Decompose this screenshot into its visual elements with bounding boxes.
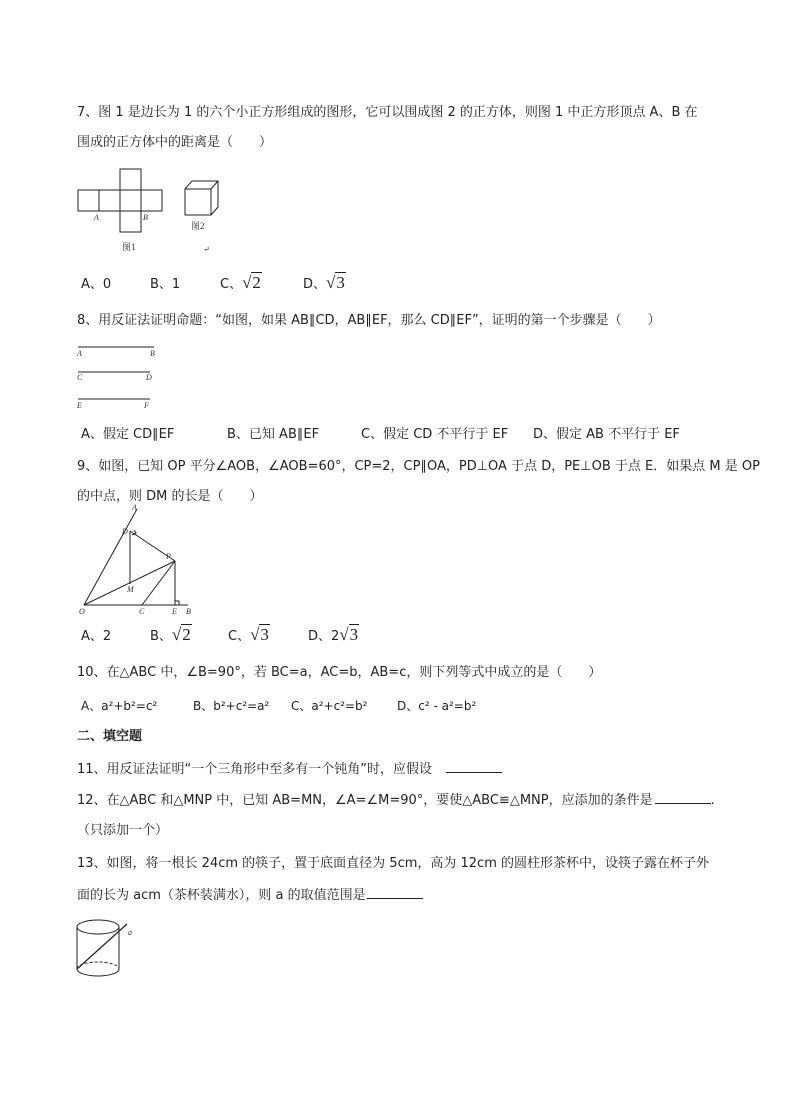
section-title: 二、填空题 bbox=[77, 729, 143, 744]
q9-label-m: M bbox=[127, 585, 134, 594]
q13-text-line1: 13、如图，将一根长 24cm 的筷子，置于底面直径为 5cm，高为 12cm 的圆柱形茶杯中，设筷子露在杯子外 bbox=[77, 856, 709, 871]
q7-option-c bbox=[220, 274, 262, 294]
q7-option-a: A、0 bbox=[81, 277, 112, 292]
q9-label-e: E bbox=[172, 607, 177, 616]
right-angle-e bbox=[175, 601, 179, 605]
q9-label-a: A bbox=[132, 504, 137, 512]
q12-text-line2: （只添加一个） bbox=[77, 823, 169, 838]
q10-option-c: C、a²+c²=b² bbox=[291, 699, 368, 713]
q9-option-b bbox=[150, 626, 192, 646]
q7-option-d-prefix: D、 bbox=[303, 277, 327, 292]
q13-text: 面的长为 acm（茶杯装满水），则 a 的取值范围是 bbox=[77, 888, 366, 903]
cube-edge bbox=[211, 181, 218, 189]
q9-option-d-prefix: D、2 bbox=[308, 629, 340, 644]
q9-text-line1: 9、如图，已知 OP 平分∠AOB，∠AOB=60°，CP=2，CP∥OA，PD⊥OA 于点 D，PE⊥OB 于点 E．如果点 M 是 OP bbox=[77, 459, 760, 474]
q7-option-b: B、1 bbox=[150, 277, 181, 292]
q9-label-o: O bbox=[79, 607, 85, 616]
q7-fig1-label: 图1 bbox=[122, 242, 136, 252]
q7-label-a: A bbox=[94, 213, 99, 222]
q10-text-line1: 10、在△ABC 中，∠B=90°，若 BC=a，AC=b，AB=c，则下列等式中成立的是（ ） bbox=[77, 665, 602, 680]
q9-label-b: B bbox=[186, 607, 191, 616]
q10-option-a: A、a²+b²=c² bbox=[81, 699, 158, 713]
q7-text-line1: 7、图 1 是边长为 1 的六个小正方形组成的图形，它可以围成图 2 的正方体，则图 1 中正方形顶点 A、B 在 bbox=[77, 105, 698, 120]
q7-option-c-radicand: 2 bbox=[252, 273, 261, 292]
q8-option-d: D、假定 AB 不平行于 EF bbox=[533, 427, 680, 442]
net-square-4 bbox=[141, 190, 162, 211]
q8-label-c: C bbox=[77, 373, 83, 382]
q7-text-line2: 围成的正方体中的距离是（ ） bbox=[77, 135, 273, 150]
q7-option-d-radicand: 3 bbox=[336, 273, 345, 292]
net-square-2 bbox=[99, 190, 120, 211]
q8-label-a: A bbox=[77, 349, 82, 358]
q12-line bbox=[77, 791, 715, 810]
q7-label-b: B bbox=[143, 213, 148, 222]
return-mark-icon: ↵ bbox=[203, 245, 210, 254]
q9-figure bbox=[76, 504, 196, 616]
q9-option-c bbox=[228, 626, 270, 646]
q8-text-line1: 8、用反证法证明命题：“如图，如果 AB∥CD，AB∥EF，那么 CD∥EF”，证明的第一个步骤是（ ） bbox=[77, 313, 661, 328]
q8-option-a: A、假定 CD∥EF bbox=[81, 427, 175, 442]
sqrt-icon: √ bbox=[171, 625, 182, 644]
q9-option-d-radicand: 3 bbox=[349, 625, 359, 644]
q7-option-d bbox=[303, 274, 346, 294]
q9-option-d bbox=[308, 626, 359, 646]
q10-option-d: D、c² - a²=b² bbox=[397, 699, 477, 713]
q13-line2 bbox=[77, 886, 423, 905]
q10-option-b: B、b²+c²=a² bbox=[193, 699, 270, 713]
q7-fig2-label: 图2 bbox=[191, 221, 205, 231]
sqrt-icon: √ bbox=[326, 273, 336, 292]
q9-option-b-prefix: B、 bbox=[150, 629, 172, 644]
q12-period: . bbox=[710, 793, 715, 808]
q13-figure bbox=[74, 914, 140, 984]
q9-option-b-radicand: 2 bbox=[182, 625, 191, 644]
net-square-3 bbox=[120, 190, 141, 211]
net-square-top bbox=[120, 169, 141, 190]
q11-answer-blank[interactable] bbox=[446, 760, 502, 773]
q8-label-b: B bbox=[150, 349, 155, 358]
q13-answer-blank[interactable] bbox=[367, 886, 423, 899]
q12-answer-blank[interactable] bbox=[655, 791, 711, 804]
q9-label-p: P bbox=[166, 552, 171, 561]
q13-label-a: a bbox=[128, 928, 132, 937]
q9-label-d: D bbox=[122, 527, 128, 536]
q7-figure bbox=[77, 168, 227, 258]
net-square-bottom bbox=[120, 211, 141, 232]
q8-option-c: C、假定 CD 不平行于 EF bbox=[361, 427, 509, 442]
q9-option-a: A、2 bbox=[81, 629, 112, 644]
q8-label-e: E bbox=[77, 401, 82, 410]
q9-option-c-prefix: C、 bbox=[228, 629, 251, 644]
net-square-1 bbox=[78, 190, 99, 211]
q11-text: 11、用反证法证明“一个三角形中至多有一个钝角”时，应假设 bbox=[77, 762, 433, 777]
q7-option-c-prefix: C、 bbox=[220, 277, 243, 292]
sqrt-icon: √ bbox=[242, 273, 252, 292]
q9-text-line2: 的中点，则 DM 的长是（ ） bbox=[77, 489, 263, 504]
sqrt-icon: √ bbox=[339, 625, 349, 644]
cup-top bbox=[77, 920, 119, 934]
sqrt-icon: √ bbox=[250, 625, 260, 644]
q8-label-f: F bbox=[144, 401, 149, 410]
q8-figure bbox=[76, 342, 166, 414]
segment-cp bbox=[142, 561, 175, 605]
q11-line bbox=[77, 760, 502, 779]
q9-label-c: C bbox=[139, 607, 145, 616]
q8-label-d: D bbox=[146, 373, 152, 382]
cube-front bbox=[185, 189, 211, 215]
q12-text: 12、在△ABC 和△MNP 中，已知 AB=MN，∠A=∠M=90°，要使△ABC≌△MNP，应添加的条件是 bbox=[77, 793, 653, 808]
q8-option-b: B、已知 AB∥EF bbox=[227, 427, 320, 442]
cup-bottom-front bbox=[77, 969, 119, 976]
q9-option-c-radicand: 3 bbox=[260, 625, 269, 644]
